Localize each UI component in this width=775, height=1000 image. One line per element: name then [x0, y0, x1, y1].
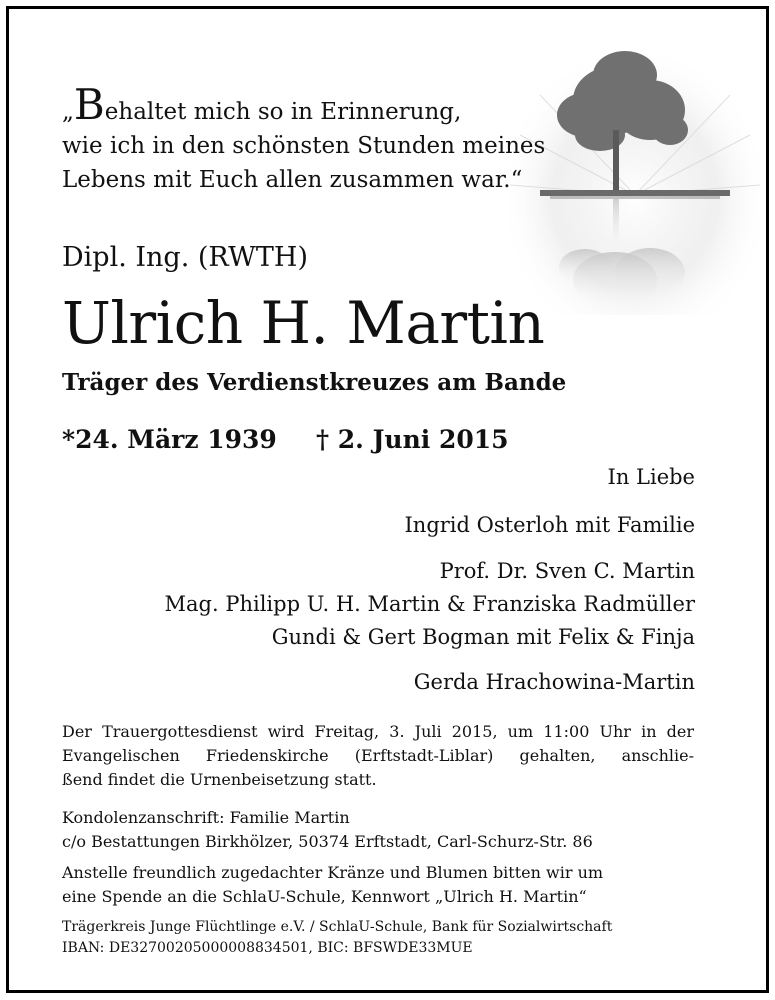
- quote-initial: B: [73, 80, 105, 129]
- birth-date: *24. März 1939: [62, 425, 277, 454]
- bank-line: Trägerkreis Junge Flüchtlinge e.V. / SchlaU-Schule, Bank für Sozialwirtschaft: [62, 919, 613, 935]
- donation-request: [62, 861, 694, 909]
- bank-line: IBAN: DE32700205000008834501, BIC: BFSWDE33MUE: [62, 940, 473, 956]
- mourner-line: Gundi & Gert Bogman mit Felix & Finja: [271, 625, 695, 649]
- bank-details: [62, 917, 694, 959]
- service-line: Der Trauergottesdienst wird Freitag, 3. Juli 2015, um 11:00 Uhr in der: [62, 722, 694, 741]
- mourner-group-2: [165, 555, 695, 654]
- condolence-line: Kondolenzanschrift: Familie Martin: [62, 808, 350, 827]
- mourner-line: Prof. Dr. Sven C. Martin: [439, 559, 695, 583]
- mourner-line: Mag. Philipp U. H. Martin & Franziska Radmüller: [164, 592, 695, 616]
- donation-line: Anstelle freundlich zugedachter Kränze und Blumen bitten wir um: [62, 863, 604, 882]
- academic-title: Dipl. Ing. (RWTH): [62, 242, 308, 273]
- quote-open-mark: „: [62, 99, 74, 125]
- condolence-address: [62, 806, 694, 854]
- memorial-quote: [62, 80, 546, 197]
- quote-line-1-text: ehaltet mich so in Erinnerung,: [104, 99, 462, 125]
- quote-line-3: Lebens mit Euch allen zusammen war.“: [62, 167, 523, 193]
- mourner-group-3: Gerda Hrachowina-Martin: [413, 670, 695, 694]
- mourner-group-1: Ingrid Osterloh mit Familie: [404, 513, 695, 537]
- tree-reflection-icon: [510, 35, 760, 315]
- quote-line-2: wie ich in den schönsten Stunden meines: [62, 133, 546, 159]
- mourners-intro: In Liebe: [607, 465, 695, 489]
- death-date: † 2. Juni 2015: [316, 425, 509, 454]
- donation-line: eine Spende an die SchlaU-Schule, Kennwort „Ulrich H. Martin“: [62, 887, 587, 906]
- condolence-line: c/o Bestattungen Birkhölzer, 50374 Erftstadt, Carl-Schurz-Str. 86: [62, 832, 593, 851]
- service-line: ßend findet die Urnenbeisetzung statt.: [62, 770, 377, 789]
- quote-line-1: [62, 80, 545, 129]
- award-line: Träger des Verdienstkreuzes am Bande: [62, 369, 567, 396]
- deceased-name: Ulrich H. Martin: [62, 289, 545, 357]
- service-info: [62, 720, 694, 792]
- service-line: Evangelischen Friedenskirche (Erftstadt-Liblar) gehalten, anschlie-: [62, 746, 694, 765]
